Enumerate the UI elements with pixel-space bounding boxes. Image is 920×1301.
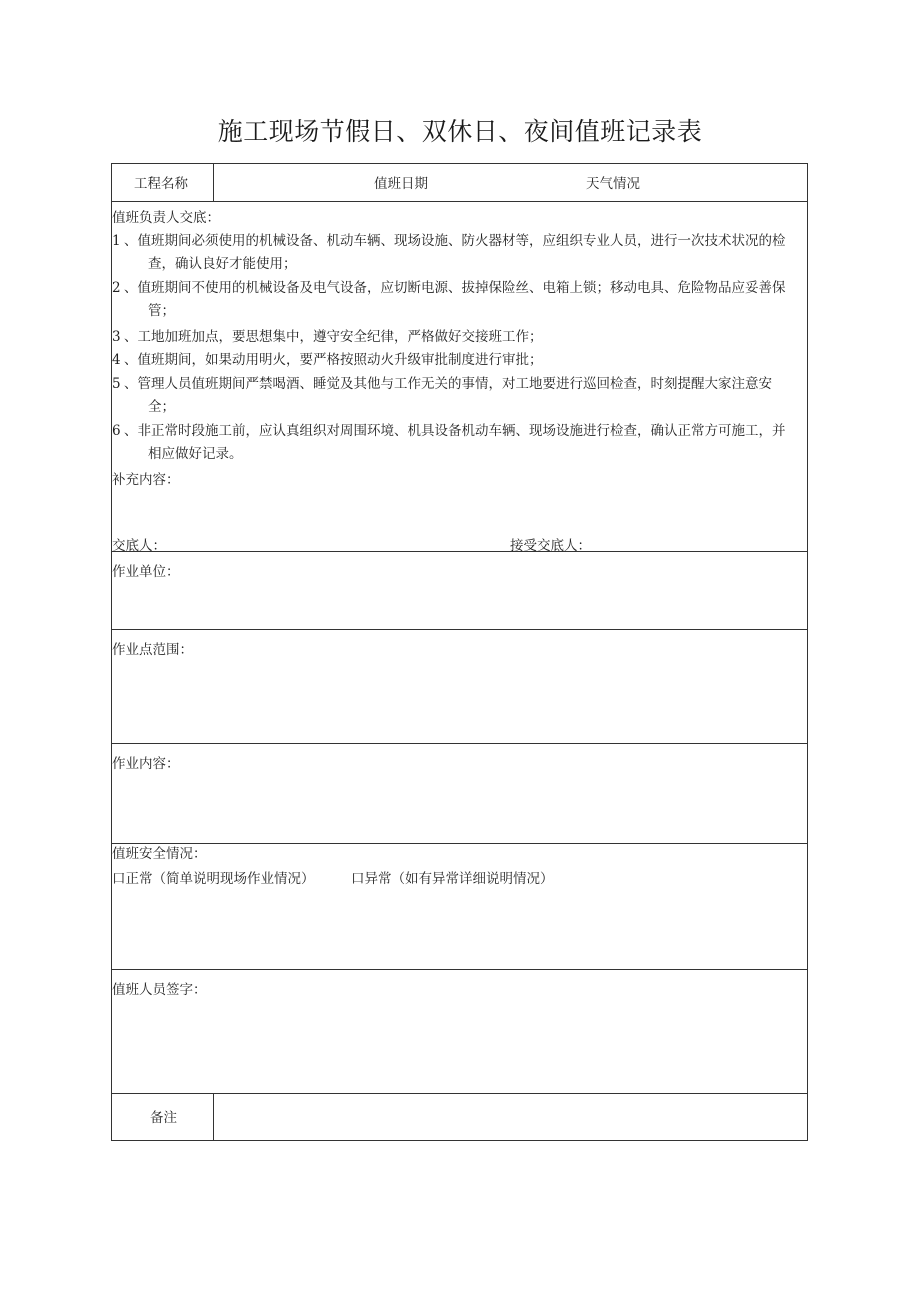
briefing-heading: 值班负责人交底： <box>112 210 220 226</box>
weather-label: 天气情况 <box>586 176 640 192</box>
row-divider <box>112 843 807 844</box>
item-text: 、值班期间不使用的机械设备及电气设备，应切断电源、拔掉保险丝、电箱上锁；移动电具、危险物品应妥善保 <box>124 280 786 296</box>
item-text: 、值班期间必须使用的机械设备、机动车辆、现场设施、防火器材等，应组织专业人员，进行一次技术状况的检 <box>124 233 786 249</box>
item-text: 、工地加班加点，要思想集中，遵守安全纪律，严格做好交接班工作； <box>124 329 543 345</box>
briefing-item <box>112 230 806 276</box>
item-number: 6 <box>112 423 121 439</box>
project-name-label: 工程名称 <box>134 176 188 192</box>
row-divider <box>112 969 807 970</box>
abnormal-option-checkbox[interactable]: 口异常（如有异常详细说明情况） <box>351 871 554 887</box>
briefing-item <box>112 420 806 466</box>
item-number: 2 <box>112 280 121 296</box>
briefing-item <box>112 326 806 349</box>
row-divider <box>112 743 807 744</box>
item-number: 1 <box>112 233 121 249</box>
receiver-label: 接受交底人： <box>510 538 591 554</box>
item-text-continued: 查，确认良好才能使用； <box>148 256 297 272</box>
work-content-label: 作业内容： <box>112 756 180 772</box>
duty-record-form <box>111 163 808 1141</box>
item-text-continued: 管； <box>148 303 175 319</box>
briefing-item <box>112 277 806 323</box>
duty-date-label: 值班日期 <box>374 176 428 192</box>
safety-label: 值班安全情况： <box>112 846 207 862</box>
signature-label: 值班人员签字： <box>112 982 207 998</box>
item-number: 5 <box>112 376 121 392</box>
item-number: 4 <box>112 352 121 368</box>
page-title: 施工现场节假日、双休日、夜间值班记录表 <box>217 117 703 146</box>
row-divider <box>112 629 807 630</box>
item-text: 、管理人员值班期间严禁喝酒、睡觉及其他与工作无关的事情，对工地要进行巡回检查，时刻提醒大家注意安 <box>124 376 772 392</box>
item-text-continued: 相应做好记录。 <box>148 446 243 462</box>
briefer-label: 交底人： <box>112 538 166 554</box>
remarks-label: 备注 <box>150 1110 177 1126</box>
work-unit-label: 作业单位： <box>112 564 180 580</box>
normal-option-checkbox[interactable]: 口正常（简单说明现场作业情况） <box>112 871 315 887</box>
row-divider <box>112 551 807 552</box>
briefing-item <box>112 349 806 372</box>
remarks-field[interactable] <box>214 1094 808 1140</box>
supplement-label: 补充内容： <box>112 472 180 488</box>
item-text-continued: 全； <box>148 399 175 415</box>
work-scope-label: 作业点范围： <box>112 642 193 658</box>
project-name-field[interactable] <box>214 164 808 201</box>
row-divider <box>112 201 807 202</box>
briefing-item <box>112 373 806 419</box>
item-number: 3 <box>112 329 121 345</box>
item-text: 、非正常时段施工前，应认真组织对周围环境、机具设备机动车辆、现场设施进行检查，确认正常方可施工，并 <box>124 423 786 439</box>
item-text: 、值班期间，如果动用明火，要严格按照动火升级审批制度进行审批； <box>124 352 543 368</box>
